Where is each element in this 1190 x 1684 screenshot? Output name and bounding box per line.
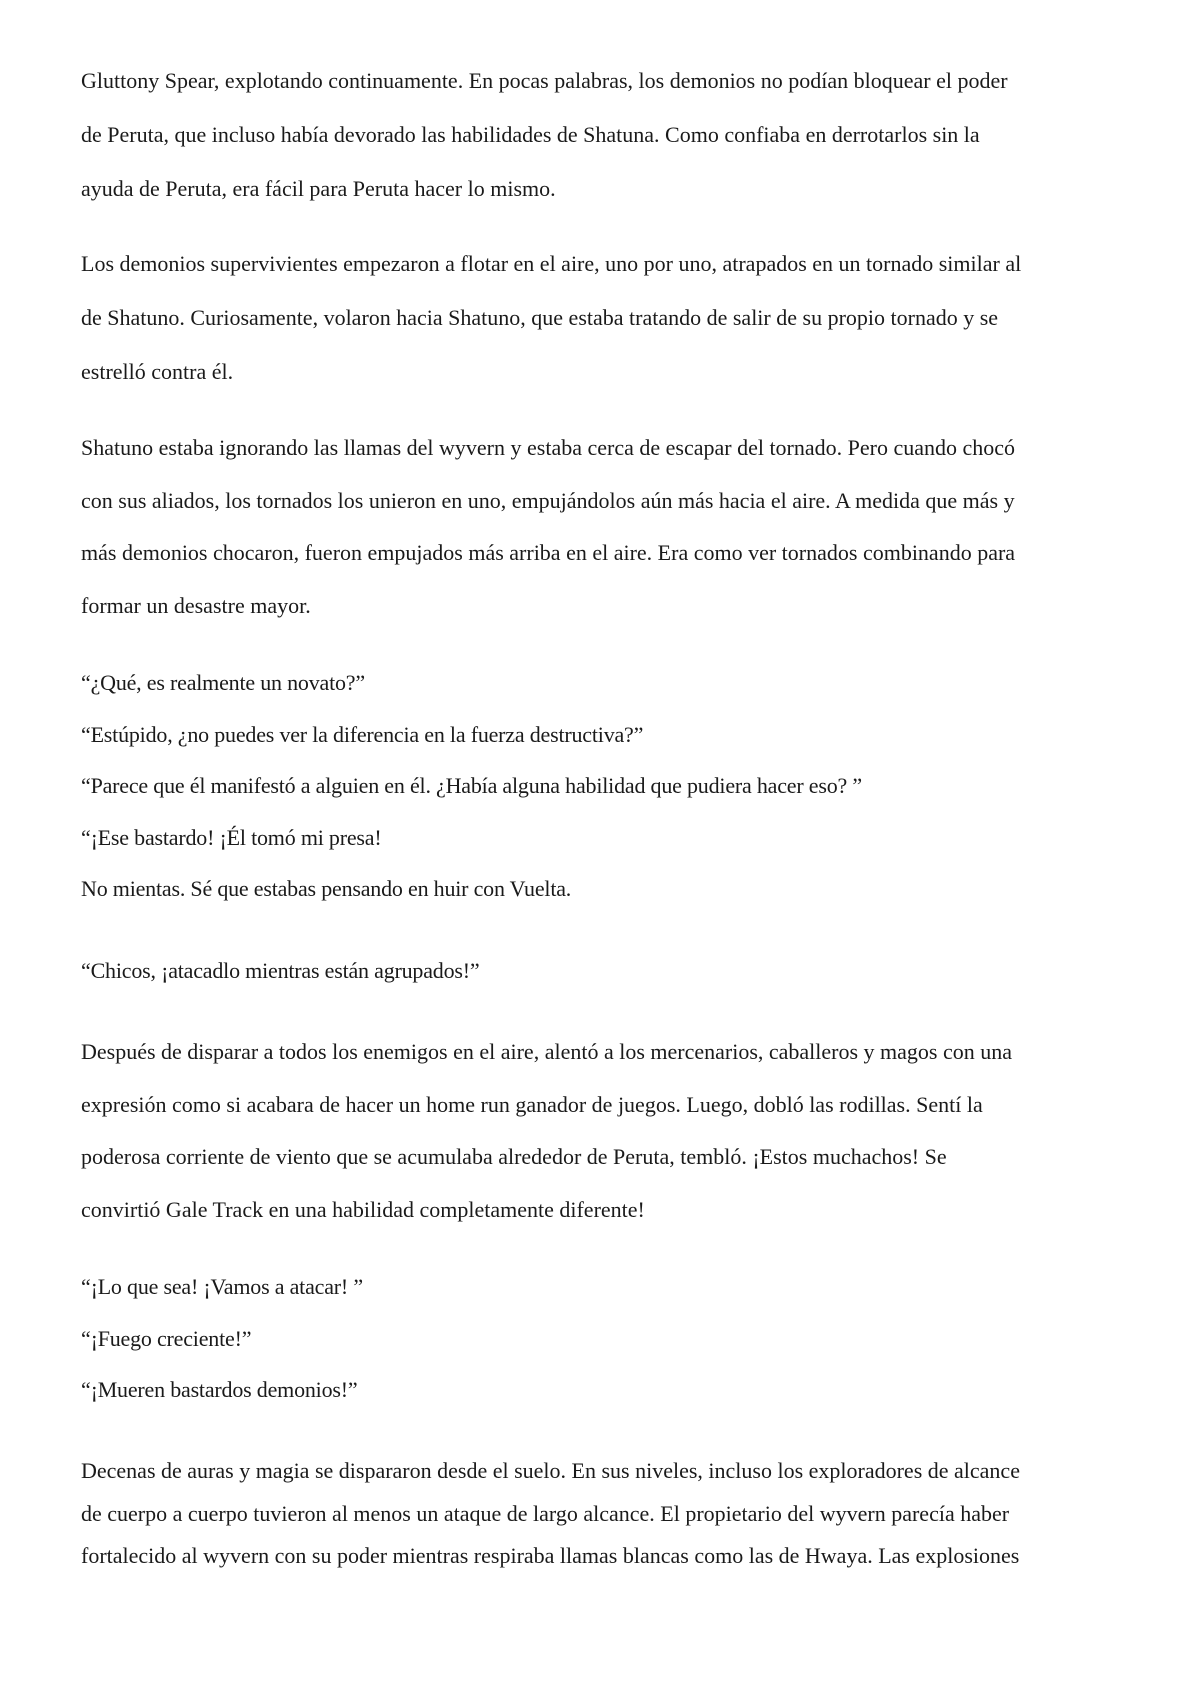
text-line: fortalecido al wyvern con su poder mientras respiraba llamas blancas como las de Hwaya. Las explosiones: [81, 1543, 1020, 1568]
dialogue-line: “¡Mueren bastardos demonios!”: [81, 1377, 358, 1402]
text-line: con sus aliados, los tornados los unieron en uno, empujándolos aún más hacia el aire. A medida que más y: [81, 487, 1015, 513]
dialogue-line: “Parece que él manifestó a alguien en él. ¿Había alguna habilidad que pudiera hacer eso? ”: [81, 773, 862, 798]
paragraph: [81, 237, 1161, 399]
dialogue-line: No mientas. Sé que estabas pensando en huir con Vuelta.: [81, 876, 572, 901]
dialogue-line: “¡Fuego creciente!”: [81, 1325, 252, 1351]
text-line: Decenas de auras y magia se dispararon desde el suelo. En sus niveles, incluso los exploradores de alcance: [81, 1458, 1020, 1483]
dialogue-line: “¡Ese bastardo! ¡Él tomó mi presa!: [81, 824, 382, 850]
text-line: de Peruta, que incluso había devorado las habilidades de Shatuna. Como confiaba en derrotarlos sin la: [81, 122, 980, 147]
dialogue-line: “Estúpido, ¿no puedes ver la diferencia en la fuerza destructiva?”: [81, 721, 644, 747]
dialogue-line: “¡Lo que sea! ¡Vamos a atacar! ”: [81, 1274, 363, 1299]
dialogue-block: [81, 945, 1161, 997]
paragraph: [81, 1450, 1161, 1578]
dialogue-block: [81, 1261, 1161, 1416]
text-line: expresión como si acabara de hacer un home run ganador de juegos. Luego, dobló las rodillas. Sentí la: [81, 1091, 983, 1117]
text-line: poderosa corriente de viento que se acumulaba alrededor de Peruta, tembló. ¡Estos muchachos! Se: [81, 1144, 947, 1170]
text-line: Después de disparar a todos los enemigos en el aire, alentó a los mercenarios, caballeros y magos con una: [81, 1039, 1013, 1064]
text-line: Shatuno estaba ignorando las llamas del wyvern y estaba cerca de escapar del tornado. Pero cuando chocó: [81, 435, 1016, 460]
text-line: Los demonios supervivientes empezaron a flotar en el aire, uno por uno, atrapados en un tornado similar al: [81, 251, 1022, 276]
dialogue-line: “¿Qué, es realmente un novato?”: [81, 670, 365, 695]
text-line: Gluttony Spear, explotando continuamente. En pocas palabras, los demonios no podían bloquear el poder: [81, 68, 1008, 93]
text-line: de cuerpo a cuerpo tuvieron al menos un ataque de largo alcance. El propietario del wyvern parecía haber: [81, 1500, 1010, 1526]
text-line: ayuda de Peruta, era fácil para Peruta hacer lo mismo.: [81, 176, 556, 201]
paragraph: [81, 54, 1161, 216]
text-line: convirtió Gale Track en una habilidad completamente diferente!: [81, 1197, 645, 1223]
paragraph: [81, 422, 1161, 633]
text-line: más demonios chocaron, fueron empujados más arriba en el aire. Era como ver tornados combinando para: [81, 540, 1016, 566]
paragraph: [81, 1026, 1161, 1237]
dialogue-block: [81, 657, 1161, 915]
text-line: formar un desastre mayor.: [81, 593, 311, 619]
text-line: de Shatuno. Curiosamente, volaron hacia Shatuno, que estaba tratando de salir de su propio tornado y se: [81, 305, 999, 330]
text-line: estrelló contra él.: [81, 359, 234, 384]
dialogue-line: “Chicos, ¡atacadlo mientras están agrupados!”: [81, 958, 480, 983]
